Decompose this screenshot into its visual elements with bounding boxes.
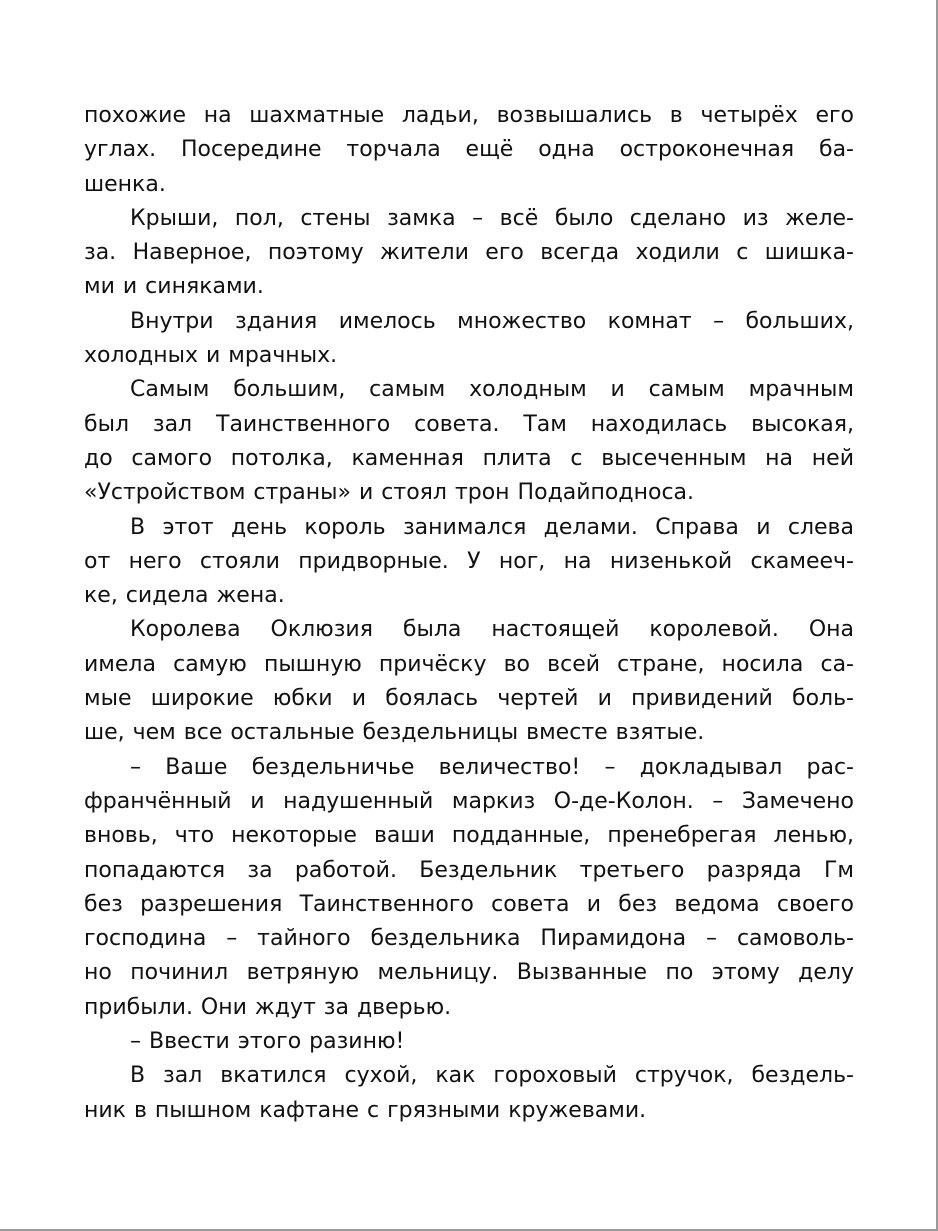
text-line: холодных и мрачных. — [84, 343, 338, 369]
text-line: – Ввести этого разиню! — [130, 1029, 405, 1055]
body-text — [84, 99, 854, 1128]
text-line: без разрешения Таинственного совета и без ведома своего — [84, 891, 854, 917]
paragraph — [84, 99, 854, 202]
text-line: углах. Посередине торчала ещё одна остроконечная ба- — [84, 137, 854, 163]
text-line: до самого потолка, каменная плита с высеченным на ней — [84, 445, 854, 471]
text-line: шенка. — [84, 171, 166, 197]
text-line: Самым большим, самым холодным и самым мрачным — [130, 377, 854, 403]
text-line: но починил ветряную мельницу. Вызванные по этому делу — [84, 960, 854, 986]
paragraph — [84, 1059, 854, 1128]
text-line: попадаются за работой. Бездельник третьего разряда Гм — [84, 857, 854, 883]
text-line: от него стояли придворные. У ног, на низенькой скамееч- — [84, 548, 854, 574]
text-line: за. Наверное, поэтому жители его всегда ходили с шишка- — [84, 240, 854, 266]
text-line: ке, сидела жена. — [84, 583, 285, 609]
text-line: ше, чем все остальные бездельницы вместе взятые. — [84, 720, 705, 746]
paragraph — [84, 751, 854, 1025]
text-line: прибыли. Они ждут за дверью. — [84, 994, 452, 1020]
paragraph — [84, 613, 854, 750]
text-line: господина – тайного бездельника Пирамидона – самоволь- — [84, 926, 854, 952]
text-line: похожие на шахматные ладьи, возвышались в четырёх его — [84, 103, 854, 128]
text-line: ми и синяками. — [84, 274, 264, 300]
paragraph — [84, 511, 854, 614]
text-line: мые широкие юбки и боялась чертей и привидений боль- — [84, 686, 854, 712]
paragraph — [84, 202, 854, 305]
text-line: был зал Таинственного совета. Там находилась высокая, — [84, 411, 854, 437]
text-line: имела самую пышную причёску во всей стране, носила са- — [84, 651, 854, 677]
paragraph — [84, 305, 854, 374]
paragraph — [84, 1025, 854, 1059]
paragraph — [84, 373, 854, 510]
text-line: Крыши, пол, стены замка – всё было сделано из желе- — [130, 205, 854, 231]
text-line: В зал вкатился сухой, как гороховый стручок, бездель- — [130, 1063, 854, 1089]
text-line: Внутри здания имелось множество комнат – больших, — [130, 308, 854, 334]
text-line: Королева Оклюзия была настоящей королевой. Она — [130, 617, 854, 643]
text-line: вновь, что некоторые ваши подданные, пренебрегая ленью, — [84, 823, 854, 849]
text-line: ник в пышном кафтане с грязными кружевами. — [84, 1097, 647, 1123]
text-line: В этот день король занимался делами. Справа и слева — [130, 514, 854, 540]
text-line: – Ваше бездельничье величество! – докладывал рас- — [130, 754, 854, 780]
text-line: «Устройством страны» и стоял трон Подайподноса. — [84, 480, 695, 506]
text-line: франчённый и надушенный маркиз О-де-Колон. – Замечено — [84, 788, 854, 814]
